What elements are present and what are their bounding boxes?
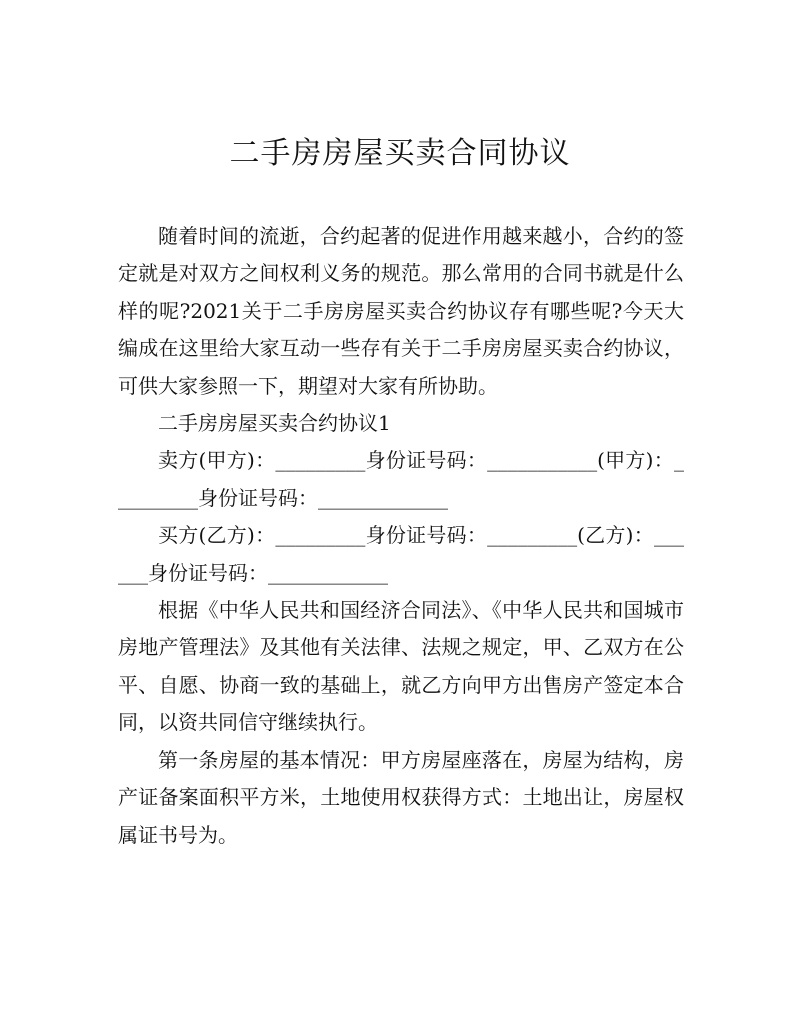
seller-line: 卖方(甲方)：_________身份证号码：___________(甲方)：_________身份证号码：_____________ bbox=[118, 448, 684, 510]
agreement-heading: 二手房房屋买卖合约协议1 bbox=[158, 411, 391, 436]
buyer-line: 买方(乙方)：_________身份证号码：_________(乙方)：______身份证号码：____________ bbox=[118, 523, 684, 585]
article-one-paragraph: 第一条房屋的基本情况：甲方房屋座落在，房屋为结构，房产证备案面积平方米，土地使用权获得方式：土地出让，房屋权属证书号为。 bbox=[118, 747, 684, 847]
document-title: 二手房房屋买卖合同协议 bbox=[229, 136, 571, 171]
intro-paragraph: 随着时间的流逝，合约起著的促进作用越来越小，合约的签定就是对双方之间权利义务的规范。那么常用的合同书就是什么样的呢?2021关于二手房房屋买卖合约协议存有哪些呢?今天大编成在这里给大家互动一些存有关于二手房房屋买卖合约协议，可供大家参照一下，期望对大家有所协助。 bbox=[118, 224, 684, 398]
legal-basis-paragraph: 根据《中华人民共和国经济合同法》、《中华人民共和国城市房地产管理法》及其他有关法律、法规之规定，甲、乙双方在公平、自愿、协商一致的基础上，就乙方向甲方出售房产签定本合同，以资共同信守继续执行。 bbox=[118, 598, 684, 735]
document-body bbox=[118, 218, 684, 854]
